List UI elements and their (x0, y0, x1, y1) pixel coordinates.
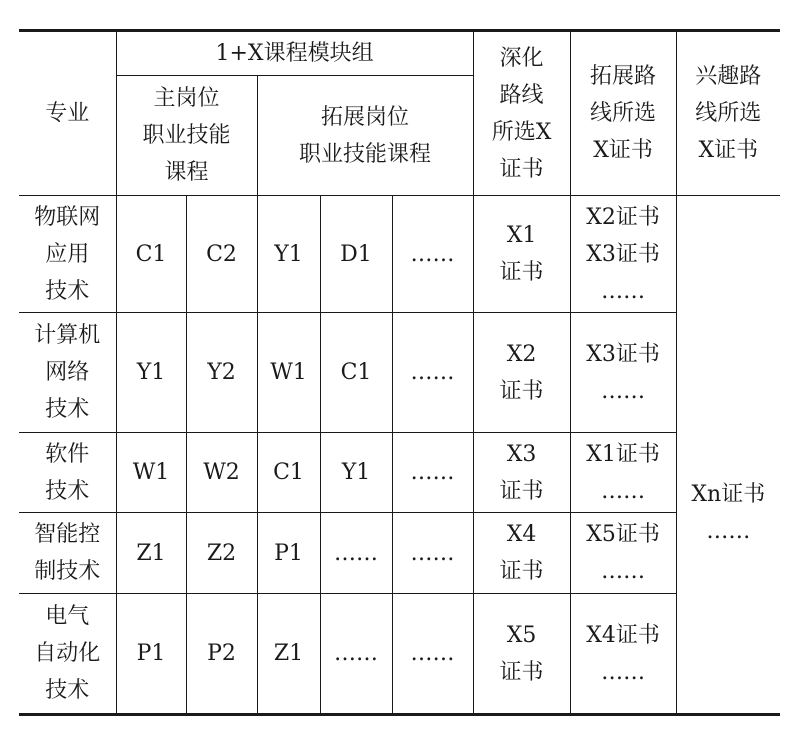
ext-course-cell: D1 (320, 196, 392, 313)
ext-course-cell: …… (392, 594, 473, 715)
deep-cert-cell: X3 证书 (473, 433, 570, 513)
major-cell: 物联网 应用 技术 (19, 196, 116, 313)
header-interest-cert: 兴趣路 线所选 X证书 (676, 31, 780, 196)
main-course-cell: Z1 (116, 513, 186, 594)
major-cell: 智能控 制技术 (19, 513, 116, 594)
header-ext-course: 拓展岗位 职业技能课程 (257, 76, 473, 196)
table-row (19, 594, 780, 715)
main-course-cell: Z2 (186, 513, 257, 594)
ext-cert-cell: X5证书 …… (570, 513, 676, 594)
ext-course-cell: C1 (257, 433, 320, 513)
header-module-group: 1+X课程模块组 (116, 31, 473, 76)
table-row (19, 313, 780, 433)
ext-course-cell: …… (320, 513, 392, 594)
main-course-cell: W2 (186, 433, 257, 513)
deep-cert-cell: X2 证书 (473, 313, 570, 433)
course-certificate-table (19, 29, 780, 716)
main-course-cell: P1 (116, 594, 186, 715)
interest-cert-cell: Xn证书 …… (676, 313, 780, 715)
ext-course-cell: P1 (257, 513, 320, 594)
deep-cert-cell: X5 证书 (473, 594, 570, 715)
deep-cert-cell: X4 证书 (473, 513, 570, 594)
header-main-course: 主岗位 职业技能 课程 (116, 76, 257, 196)
ext-course-cell: Z1 (257, 594, 320, 715)
header-ext-cert: 拓展路 线所选 X证书 (570, 31, 676, 196)
main-course-cell: P2 (186, 594, 257, 715)
ext-course-cell: …… (320, 594, 392, 715)
main-course-cell: Y2 (186, 313, 257, 433)
major-cell: 软件 技术 (19, 433, 116, 513)
header-deep-cert: 深化 路线 所选X 证书 (473, 31, 570, 196)
interest-top-cell (676, 196, 780, 313)
ext-cert-cell: X2证书 X3证书 …… (570, 196, 676, 313)
main-course-cell: Y1 (116, 313, 186, 433)
ext-course-cell: Y1 (257, 196, 320, 313)
major-cell: 电气 自动化 技术 (19, 594, 116, 715)
table-row (19, 513, 780, 594)
deep-cert-cell: X1 证书 (473, 196, 570, 313)
main-course-cell: C1 (116, 196, 186, 313)
header-major: 专业 (19, 31, 116, 196)
ext-cert-cell: X4证书 …… (570, 594, 676, 715)
ext-course-cell: C1 (320, 313, 392, 433)
table-row (19, 196, 780, 313)
table-row (19, 433, 780, 513)
ext-cert-cell: X3证书 …… (570, 313, 676, 433)
ext-course-cell: …… (392, 433, 473, 513)
ext-course-cell: Y1 (320, 433, 392, 513)
ext-course-cell: …… (392, 513, 473, 594)
main-course-cell: W1 (116, 433, 186, 513)
major-cell: 计算机 网络 技术 (19, 313, 116, 433)
ext-cert-cell: X1证书 …… (570, 433, 676, 513)
main-course-cell: C2 (186, 196, 257, 313)
ext-course-cell: W1 (257, 313, 320, 433)
ext-course-cell: …… (392, 196, 473, 313)
ext-course-cell: …… (392, 313, 473, 433)
